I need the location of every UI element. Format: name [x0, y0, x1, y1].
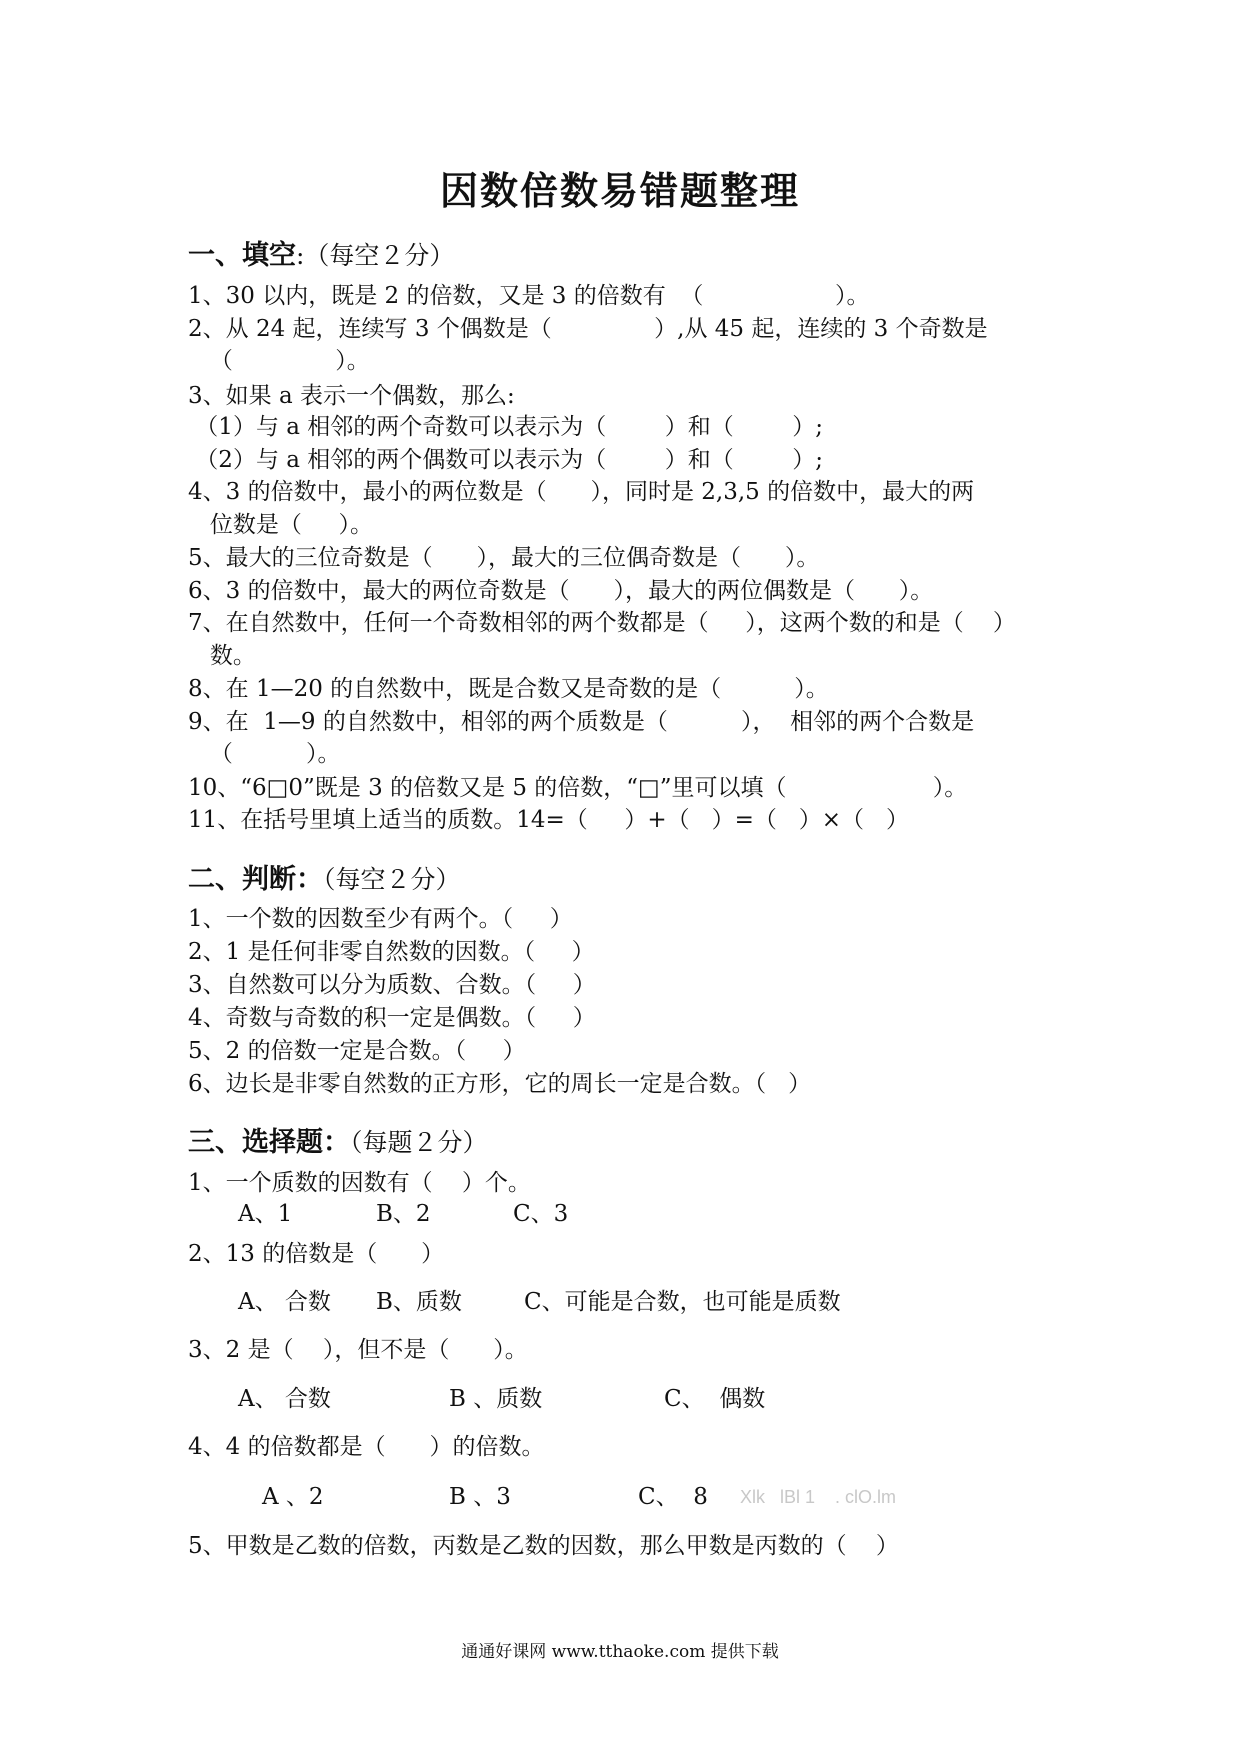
- question-line: 9、在 1—9 的自然数中，相邻的两个质数是（ ）， 相邻的两个合数是: [188, 709, 975, 735]
- question-line: 6、边长是非零自然数的正方形，它的周长一定是合数。（ ）: [188, 1071, 812, 1097]
- question-line: 1、一个数的因数至少有两个。（ ）: [188, 906, 573, 932]
- question-line: （2）与 a 相邻的两个偶数可以表示为（ ）和（ ）;: [188, 447, 824, 473]
- question-line: 10、“6□0”既是 3 的倍数又是 5 的倍数，“□”里可以填（ ）。: [188, 775, 968, 801]
- question-line: 8、在 1—20 的自然数中，既是合数又是奇数的是（ ）。: [188, 676, 829, 702]
- question-line: 4、4 的倍数都是（ ）的倍数。: [188, 1434, 545, 1460]
- question-line: 5、甲数是乙数的倍数，丙数是乙数的因数，那么甲数是丙数的（ ）: [188, 1533, 899, 1559]
- question-line: 数。: [188, 643, 256, 669]
- option-a: A、 合数: [238, 1386, 331, 1412]
- section-title: 一、填空: [188, 240, 296, 271]
- footer-credit: 通通好课网 www.tthaoke.com 提供下载: [461, 1642, 779, 1662]
- question-line: 3、如果 a 表示一个偶数，那么:: [188, 383, 515, 409]
- section-true-false-heading: [188, 857, 461, 896]
- section-title: 二、判断：: [188, 864, 323, 895]
- question-line: 5、最大的三位奇数是（ ），最大的三位偶奇数是（ ）。: [188, 545, 820, 571]
- option-b: B 、3: [449, 1484, 511, 1510]
- question-line: 2、从 24 起，连续写 3 个偶数是（ ）,从 45 起，连续的 3 个奇数是: [188, 316, 988, 342]
- option-a: A、1: [238, 1201, 293, 1227]
- option-a: A 、2: [262, 1484, 324, 1510]
- section-note: :（每空２分）: [296, 241, 455, 270]
- question-line: 3、2 是（ ），但不是（ ）。: [188, 1337, 528, 1363]
- question-line: （ ）。: [188, 741, 341, 767]
- question-line: 4、3 的倍数中，最小的两位数是（ ），同时是 2,3,5 的倍数中，最大的两: [188, 479, 975, 505]
- section-multiple-choice-heading: [188, 1120, 488, 1159]
- question-line: 11、在括号里填上适当的质数。14=（ ）+（ ）=（ ）×（ ）: [188, 807, 909, 833]
- section-fill-in-heading: [188, 233, 454, 272]
- question-line: （ ）。: [188, 348, 370, 374]
- question-line: 7、在自然数中，任何一个奇数相邻的两个数都是（ ），这两个数的和是（ ）: [188, 610, 1016, 636]
- question-line: 2、1 是任何非零自然数的因数。（ ）: [188, 939, 595, 965]
- option-a: A、 合数: [238, 1289, 331, 1315]
- faint-watermark-text: Xlk lBl 1 . clO.lm: [740, 1487, 897, 1507]
- question-line: 5、2 的倍数一定是合数。（ ）: [188, 1038, 526, 1064]
- option-c: C、可能是合数，也可能是质数: [524, 1289, 841, 1315]
- section-note: （每题２分）: [350, 1128, 488, 1157]
- option-c: C、3: [513, 1201, 569, 1227]
- question-line: 6、3 的倍数中，最大的两位奇数是（ ），最大的两位偶数是（ ）。: [188, 578, 934, 604]
- question-line: 1、一个质数的因数有（ ）个。: [188, 1170, 531, 1196]
- question-line: 1、30 以内，既是 2 的倍数，又是 3 的倍数有 （ ）。: [188, 283, 870, 309]
- section-title: 三、选择题：: [188, 1127, 350, 1158]
- option-c: C、 8: [638, 1484, 708, 1510]
- option-b: B 、质数: [449, 1386, 543, 1412]
- page-title: 因数倍数易错题整理: [439, 168, 800, 213]
- question-line: 3、自然数可以分为质数、合数。（ ）: [188, 972, 596, 998]
- option-c: C、 偶数: [664, 1386, 766, 1412]
- option-b: B、2: [376, 1201, 431, 1227]
- option-b: B、质数: [376, 1289, 462, 1315]
- question-line: （1）与 a 相邻的两个奇数可以表示为（ ）和（ ）;: [188, 414, 824, 440]
- question-line: 4、奇数与奇数的积一定是偶数。（ ）: [188, 1005, 596, 1031]
- section-note: （每空２分）: [323, 865, 461, 894]
- question-line: 位数是（ ）。: [188, 512, 373, 538]
- question-line: 2、13 的倍数是（ ）: [188, 1241, 445, 1267]
